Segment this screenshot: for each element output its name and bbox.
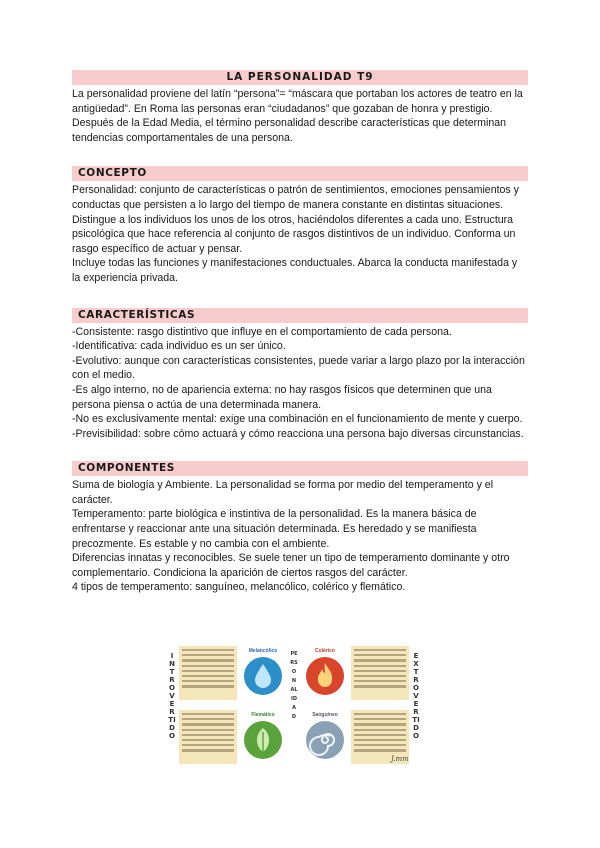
- section-paragraph: Temperamento: parte biológica e instintiva de la personalidad. Es la manera básica de enfrentarse y reaccionar ante una situación determinada. Es heredado y se manifiesta precozmente. Es estable y no cambia con el ambiente.: [72, 508, 477, 550]
- section-paragraph: -Es algo interno, no de apariencia externa: no hay rasgos físicos que determinen que una persona piensa o actúa de una determinada manera.: [72, 383, 492, 411]
- intro-paragraph: La personalidad proviene del latín “persona”= “máscara que portaban los actores de teatro en la antigüedad”. En Roma las personas eran “ciudadanos” que gozaban de honra y prestigio.: [72, 88, 523, 115]
- colerico-traits-panel: [351, 646, 409, 700]
- section-paragraph: Incluye todas las funciones y manifestaciones conductuales. Abarca la conducta manifestada y la experiencia privada.: [72, 257, 518, 284]
- section-paragraph: -Evolutivo: aunque con características consistentes, puede variar a largo plazo por la interacción con el medio.: [72, 354, 525, 382]
- water-drop-icon: [243, 656, 283, 696]
- section-heading: CARACTERÍSTICAS: [72, 308, 528, 323]
- section-paragraph: -No es exclusivamente mental: exige una combinación en el funcionamiento de mente y cuerpo.: [72, 413, 523, 426]
- section-paragraph: Personalidad: conjunto de características o patrón de sentimientos, emociones pensamientos y conductas que persisten a lo largo del tiempo de manera constante en distintas situaciones. Distingue a los individuos los unos de los otros, haciéndolos diferentes a cada uno. Estructura psicológica que hace referencia al conjunto de rasgos distintivos de un individuo. Conforma un rasgo específico de actuar y pensar.: [72, 184, 519, 255]
- section-paragraph: 4 tipos de temperamento: sanguíneo, melancólico, colérico y flemático.: [72, 581, 406, 594]
- melancolico-traits-panel: [179, 646, 237, 700]
- flematico-traits-panel: [179, 710, 237, 764]
- section-concepto: [72, 166, 528, 285]
- introvertido-label: INTROVERTIDO: [168, 652, 176, 740]
- temperament-infographic: [165, 644, 423, 765]
- melancolico-label: Melancólico: [248, 648, 278, 654]
- sanguineo-label: Sanguíneo: [312, 712, 338, 718]
- section-paragraph: Suma de biología y Ambiente. La personalidad se forma por medio del temperamento y el carácter.: [72, 479, 494, 506]
- document-page: [72, 70, 528, 610]
- section-paragraph: Diferencias innatas y reconocibles. Se suele tener un tipo de temperamento dominante y otro complementario. Condiciona la aparición de ciertos rasgos del carácter.: [72, 552, 510, 579]
- flematico-label: Flemático: [251, 712, 275, 718]
- section-paragraph: -Consistente: rasgo distintivo que influye en el comportamiento de cada persona.: [72, 325, 452, 338]
- section-heading: COMPONENTES: [72, 461, 528, 476]
- intro-paragraph: Después de la Edad Media, el término personalidad describe características que determinan tendencias comportamentales de una persona.: [72, 117, 506, 144]
- section-paragraph: -Previsibilidad: sobre cómo actuará y cómo reacciona una persona bajo diversas circunstancias.: [72, 427, 524, 440]
- author-signature: J.mm: [391, 755, 409, 763]
- colerico-label: Colérico: [314, 648, 335, 654]
- personalidad-center-label: PERSONALIDAD: [290, 651, 298, 720]
- section-heading: CONCEPTO: [72, 166, 528, 181]
- section-caracteristicas: [72, 308, 528, 442]
- document-title: LA PERSONALIDAD T9: [72, 70, 528, 85]
- section-componentes: [72, 461, 528, 595]
- extrovertido-label: EXTROVERTIDO: [412, 652, 420, 740]
- leaf-icon: [243, 720, 283, 760]
- intro-block: [72, 87, 528, 145]
- section-paragraph: -Identificativa: cada individuo es un ser único.: [72, 340, 286, 353]
- air-spiral-icon: [305, 720, 345, 760]
- fire-flame-icon: [305, 656, 345, 696]
